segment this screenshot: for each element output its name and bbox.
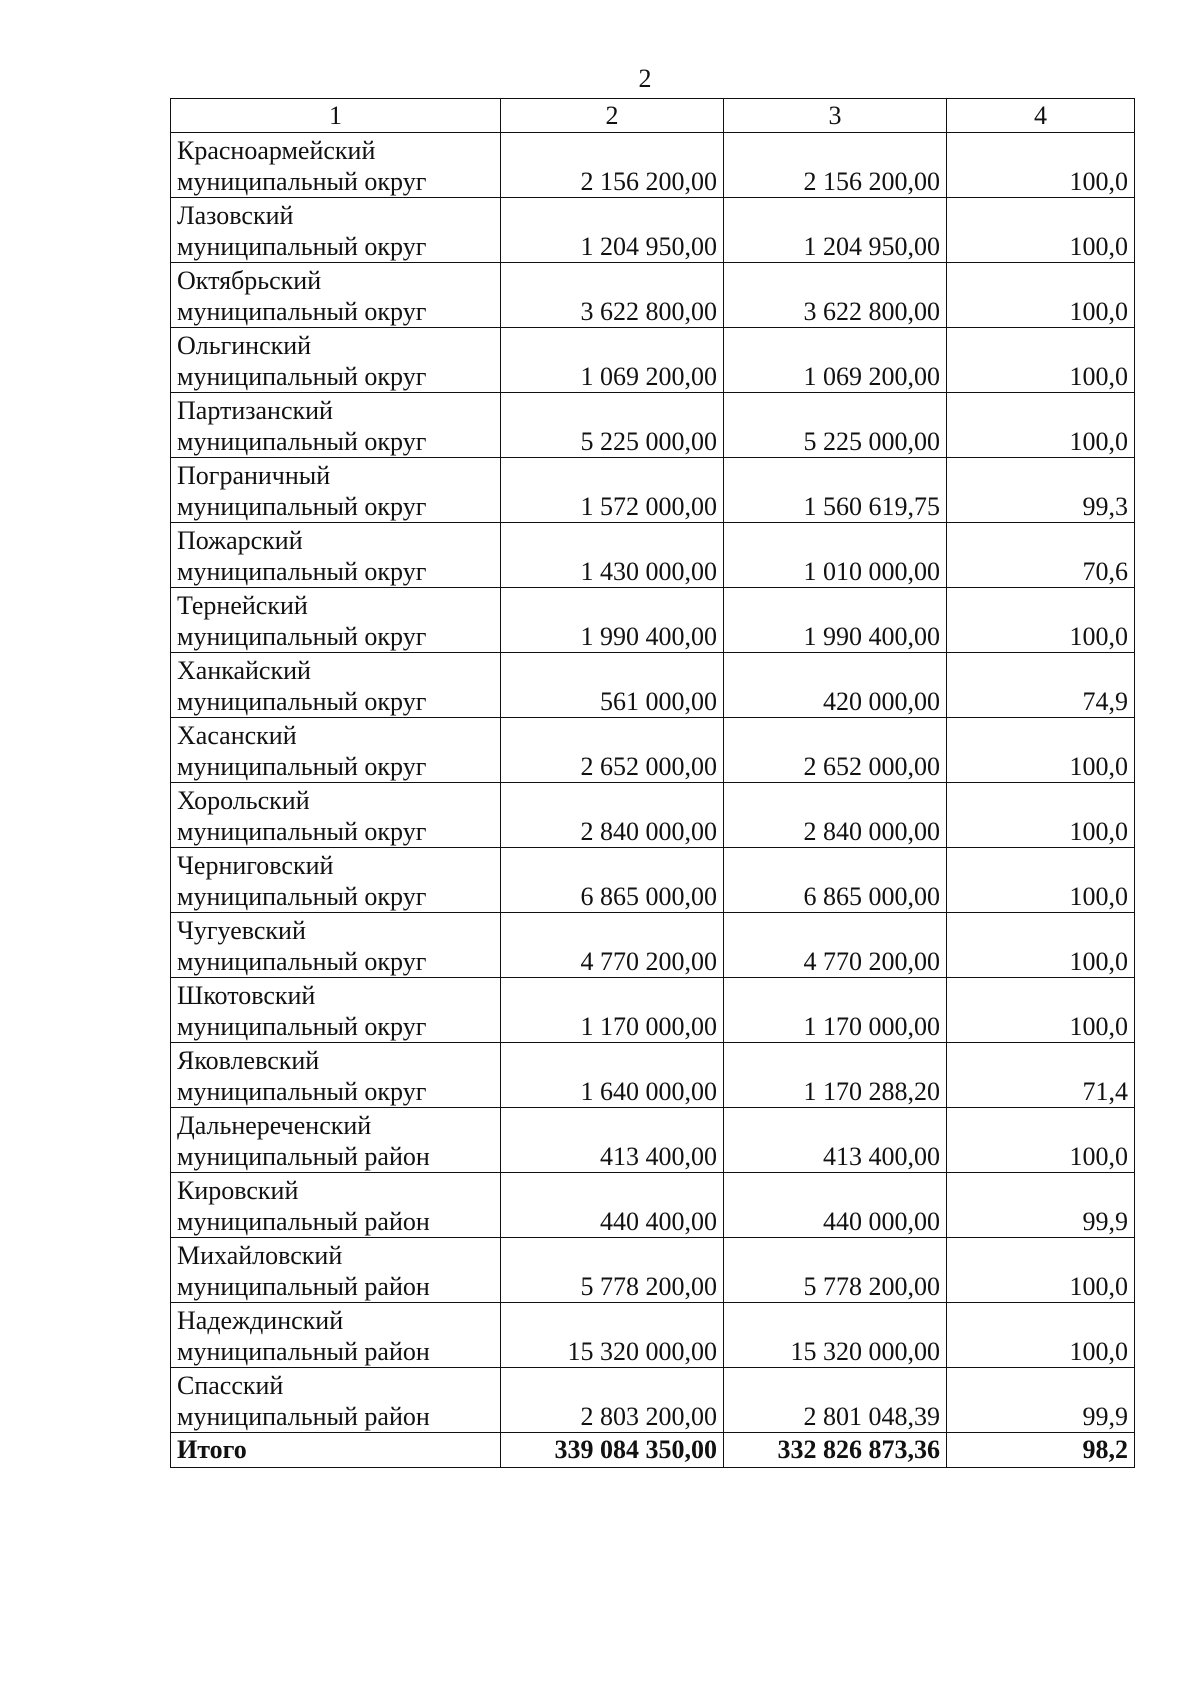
actual-amount: 1 170 000,00 [724, 978, 947, 1043]
municipality-name-line-1: Надеждинский [177, 1306, 344, 1335]
planned-amount: 1 572 000,00 [501, 458, 724, 523]
municipality-name [171, 198, 501, 263]
table-row [171, 1108, 1135, 1173]
planned-amount: 1 990 400,00 [501, 588, 724, 653]
table-row [171, 328, 1135, 393]
table-row [171, 588, 1135, 653]
municipality-name [171, 458, 501, 523]
planned-amount: 4 770 200,00 [501, 913, 724, 978]
municipality-name [171, 653, 501, 718]
planned-amount: 15 320 000,00 [501, 1303, 724, 1368]
municipality-name-line-2: муниципальный округ [177, 817, 427, 846]
actual-amount: 413 400,00 [724, 1108, 947, 1173]
municipality-name-line-2: муниципальный округ [177, 1012, 427, 1041]
total-actual: 332 826 873,36 [724, 1433, 947, 1468]
municipality-name-line-1: Спасский [177, 1371, 284, 1400]
municipality-name-line-1: Ханкайский [177, 656, 311, 685]
municipality-name [171, 1303, 501, 1368]
municipality-name-line-1: Хорольский [177, 786, 310, 815]
municipality-name [171, 588, 501, 653]
table-row [171, 523, 1135, 588]
municipality-name-line-1: Лазовский [177, 201, 294, 230]
table-footer [171, 1433, 1135, 1468]
municipality-name-line-2: муниципальный округ [177, 492, 427, 521]
municipality-name-line-2: муниципальный район [177, 1272, 430, 1301]
municipality-name-line-1: Черниговский [177, 851, 334, 880]
actual-amount: 2 840 000,00 [724, 783, 947, 848]
municipality-name-line-2: муниципальный округ [177, 557, 427, 586]
municipality-name-line-1: Октябрьский [177, 266, 322, 295]
header-row [171, 99, 1135, 133]
planned-amount: 2 840 000,00 [501, 783, 724, 848]
total-row [171, 1433, 1135, 1468]
municipality-name-line-1: Ольгинский [177, 331, 312, 360]
municipality-name-line-1: Яковлевский [177, 1046, 320, 1075]
municipality-name-line-1: Красноармейский [177, 136, 376, 165]
table-row [171, 198, 1135, 263]
total-label: Итого [171, 1433, 501, 1468]
table-row [171, 1238, 1135, 1303]
municipality-name-line-1: Дальнереченский [177, 1111, 372, 1140]
report-table [170, 98, 1135, 1468]
page-number: 2 [638, 64, 652, 93]
percent-value: 100,0 [947, 198, 1135, 263]
table-row [171, 913, 1135, 978]
municipality-name-line-1: Тернейский [177, 591, 308, 620]
table-header [171, 99, 1135, 133]
municipality-name-line-1: Чугуевский [177, 916, 306, 945]
percent-value: 100,0 [947, 913, 1135, 978]
planned-amount: 5 778 200,00 [501, 1238, 724, 1303]
actual-amount: 5 225 000,00 [724, 393, 947, 458]
table-row [171, 458, 1135, 523]
table-row [171, 718, 1135, 783]
municipality-name [171, 978, 501, 1043]
actual-amount: 420 000,00 [724, 653, 947, 718]
municipality-name [171, 393, 501, 458]
municipality-name [171, 848, 501, 913]
header-col-4: 4 [947, 99, 1135, 133]
percent-value: 100,0 [947, 263, 1135, 328]
actual-amount: 1 204 950,00 [724, 198, 947, 263]
planned-amount: 3 622 800,00 [501, 263, 724, 328]
percent-value: 99,3 [947, 458, 1135, 523]
planned-amount: 1 640 000,00 [501, 1043, 724, 1108]
municipality-name-line-2: муниципальный округ [177, 687, 427, 716]
percent-value: 100,0 [947, 783, 1135, 848]
municipality-name [171, 133, 501, 198]
percent-value: 70,6 [947, 523, 1135, 588]
actual-amount: 15 320 000,00 [724, 1303, 947, 1368]
actual-amount: 4 770 200,00 [724, 913, 947, 978]
table-row [171, 1043, 1135, 1108]
table-row [171, 783, 1135, 848]
table-row [171, 653, 1135, 718]
municipality-name-line-1: Шкотовский [177, 981, 316, 1010]
municipality-name-line-2: муниципальный район [177, 1337, 430, 1366]
percent-value: 100,0 [947, 978, 1135, 1043]
municipality-name [171, 328, 501, 393]
table-row [171, 393, 1135, 458]
table-row [171, 1368, 1135, 1433]
municipality-name-line-2: муниципальный округ [177, 1077, 427, 1106]
total-planned: 339 084 350,00 [501, 1433, 724, 1468]
actual-amount: 440 000,00 [724, 1173, 947, 1238]
percent-value: 100,0 [947, 588, 1135, 653]
actual-amount: 5 778 200,00 [724, 1238, 947, 1303]
municipality-name [171, 1043, 501, 1108]
municipality-name-line-2: муниципальный округ [177, 362, 427, 391]
total-percent: 98,2 [947, 1433, 1135, 1468]
table-row [171, 848, 1135, 913]
actual-amount: 1 170 288,20 [724, 1043, 947, 1108]
municipality-name-line-1: Кировский [177, 1176, 299, 1205]
actual-amount: 2 156 200,00 [724, 133, 947, 198]
municipality-name [171, 718, 501, 783]
table-row [171, 1303, 1135, 1368]
municipality-name-line-2: муниципальный округ [177, 167, 427, 196]
actual-amount: 2 652 000,00 [724, 718, 947, 783]
planned-amount: 1 069 200,00 [501, 328, 724, 393]
municipality-name [171, 1173, 501, 1238]
header-col-2: 2 [501, 99, 724, 133]
municipality-name-line-2: муниципальный округ [177, 752, 427, 781]
percent-value: 100,0 [947, 718, 1135, 783]
municipality-name [171, 1238, 501, 1303]
percent-value: 100,0 [947, 328, 1135, 393]
municipality-name [171, 913, 501, 978]
actual-amount: 1 560 619,75 [724, 458, 947, 523]
planned-amount: 1 204 950,00 [501, 198, 724, 263]
planned-amount: 2 803 200,00 [501, 1368, 724, 1433]
planned-amount: 5 225 000,00 [501, 393, 724, 458]
percent-value: 100,0 [947, 1303, 1135, 1368]
actual-amount: 2 801 048,39 [724, 1368, 947, 1433]
planned-amount: 413 400,00 [501, 1108, 724, 1173]
municipality-name-line-2: муниципальный округ [177, 882, 427, 911]
percent-value: 100,0 [947, 1108, 1135, 1173]
municipality-name-line-1: Пограничный [177, 461, 331, 490]
municipality-name [171, 1108, 501, 1173]
planned-amount: 1 430 000,00 [501, 523, 724, 588]
header-col-3: 3 [724, 99, 947, 133]
actual-amount: 6 865 000,00 [724, 848, 947, 913]
percent-value: 100,0 [947, 1238, 1135, 1303]
municipality-name-line-2: муниципальный район [177, 1402, 430, 1431]
table-row [171, 263, 1135, 328]
percent-value: 99,9 [947, 1173, 1135, 1238]
municipality-name [171, 1368, 501, 1433]
municipality-name [171, 783, 501, 848]
municipality-name-line-2: муниципальный округ [177, 297, 427, 326]
municipality-name-line-2: муниципальный округ [177, 622, 427, 651]
percent-value: 99,9 [947, 1368, 1135, 1433]
planned-amount: 1 170 000,00 [501, 978, 724, 1043]
planned-amount: 6 865 000,00 [501, 848, 724, 913]
table-row [171, 1173, 1135, 1238]
municipality-name-line-2: муниципальный район [177, 1142, 430, 1171]
planned-amount: 561 000,00 [501, 653, 724, 718]
percent-value: 100,0 [947, 133, 1135, 198]
municipality-name-line-1: Пожарский [177, 526, 303, 555]
municipality-name-line-2: муниципальный округ [177, 947, 427, 976]
municipality-name-line-2: муниципальный район [177, 1207, 430, 1236]
municipality-name-line-1: Михайловский [177, 1241, 343, 1270]
percent-value: 71,4 [947, 1043, 1135, 1108]
actual-amount: 1 990 400,00 [724, 588, 947, 653]
actual-amount: 1 010 000,00 [724, 523, 947, 588]
planned-amount: 2 156 200,00 [501, 133, 724, 198]
municipality-name-line-1: Партизанский [177, 396, 333, 425]
planned-amount: 440 400,00 [501, 1173, 724, 1238]
actual-amount: 3 622 800,00 [724, 263, 947, 328]
header-col-1: 1 [171, 99, 501, 133]
table-row [171, 978, 1135, 1043]
percent-value: 100,0 [947, 848, 1135, 913]
planned-amount: 2 652 000,00 [501, 718, 724, 783]
municipality-name [171, 263, 501, 328]
municipality-name-line-2: муниципальный округ [177, 232, 427, 261]
table-row [171, 133, 1135, 198]
table-body [171, 133, 1135, 1433]
percent-value: 74,9 [947, 653, 1135, 718]
percent-value: 100,0 [947, 393, 1135, 458]
municipality-name-line-1: Хасанский [177, 721, 297, 750]
municipality-name [171, 523, 501, 588]
municipality-name-line-2: муниципальный округ [177, 427, 427, 456]
actual-amount: 1 069 200,00 [724, 328, 947, 393]
